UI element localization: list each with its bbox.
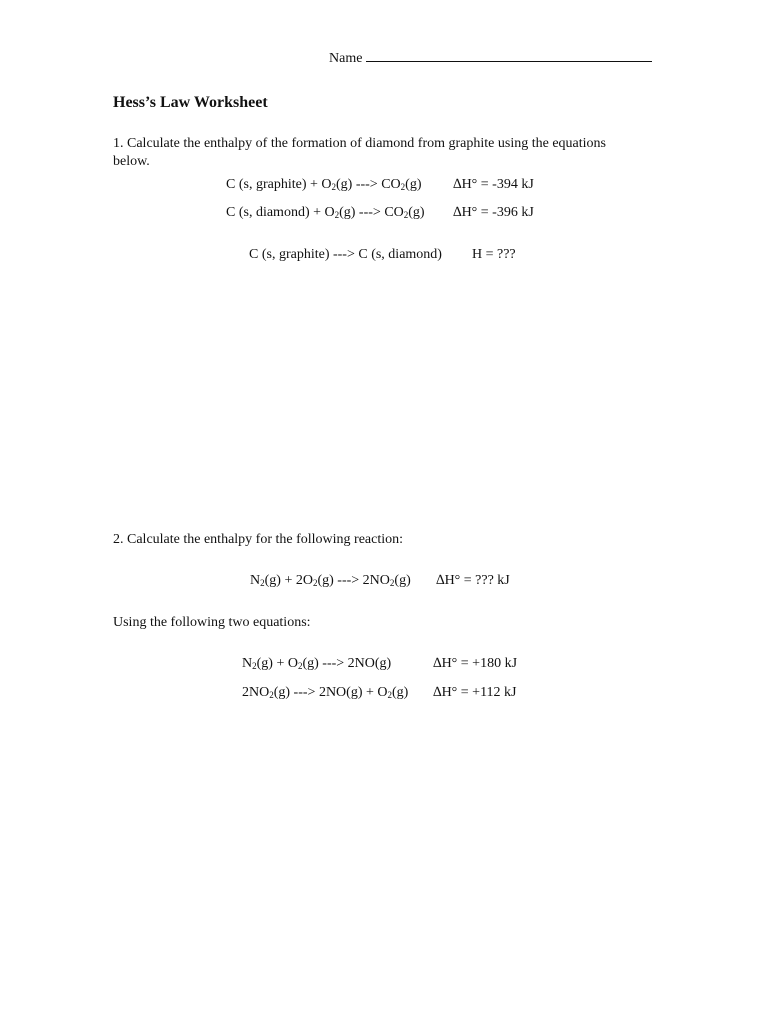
name-blank-line (366, 48, 652, 62)
q1-eq1-part3: (g) (405, 177, 422, 192)
q2-target-part4: (g) (394, 573, 411, 588)
q2-eq1-subscript-b: 2 (297, 661, 303, 671)
q2-prompt: 2. Calculate the enthalpy for the following reaction: (113, 532, 404, 547)
q1-eq2-subscript-b: 2 (403, 210, 409, 220)
q2-equation-1 (242, 656, 391, 672)
q2-target-part1: N (250, 573, 261, 588)
q1-eq2-part2: (g) ---> CO (339, 205, 404, 220)
q2-target-enthalpy: ∆H° = ??? kJ (436, 573, 510, 588)
q2-target-part2: (g) + 2O (264, 573, 313, 588)
q2-eq2-part1: 2NO (242, 685, 270, 700)
q1-eq1-part1: C (s, graphite) + O (226, 177, 332, 192)
q1-eq2-part3: (g) (408, 205, 425, 220)
q2-target-subscript-c: 2 (389, 578, 395, 588)
q2-eq1-enthalpy: ∆H° = +180 kJ (433, 656, 518, 671)
q1-eq2-subscript-a: 2 (334, 210, 340, 220)
worksheet-title: Hess’s Law Worksheet (113, 94, 268, 111)
q1-prompt-line1: 1. Calculate the enthalpy of the formation of diamond from graphite using the equations (113, 136, 606, 151)
q1-eq1-part2: (g) ---> CO (336, 177, 401, 192)
q1-eq2-enthalpy: ∆H° = -396 kJ (453, 205, 534, 220)
q2-target-part3: (g) ---> 2NO (317, 573, 390, 588)
q1-equation-2 (226, 205, 425, 221)
q1-equation-1 (226, 177, 421, 193)
q2-eq2-part2: (g) ---> 2NO(g) + O (273, 685, 388, 700)
q1-eq1-subscript-a: 2 (331, 182, 336, 192)
q1-eq1-subscript-b: 2 (400, 182, 406, 192)
name-label: Name (329, 51, 363, 66)
q2-eq1-part2: (g) + O (256, 656, 298, 671)
q2-eq1-subscript-a: 2 (252, 661, 257, 671)
q1-target-enthalpy: H = ??? (472, 247, 516, 262)
q2-eq2-enthalpy: ∆H° = +112 kJ (433, 685, 517, 700)
q1-eq2-part1: C (s, diamond) + O (226, 205, 335, 220)
q2-eq2-subscript-b: 2 (387, 690, 392, 700)
q1-eq1-enthalpy: ∆H° = -394 kJ (453, 177, 534, 192)
q2-eq1-part3: (g) ---> 2NO(g) (302, 656, 392, 671)
q2-using-label: Using the following two equations: (113, 615, 311, 630)
q2-target-subscript-a: 2 (260, 578, 265, 588)
q2-target-subscript-b: 2 (312, 578, 318, 588)
q2-eq2-part3: (g) (392, 685, 409, 700)
q2-target-reaction (250, 573, 411, 589)
q2-equation-2 (242, 685, 408, 701)
q2-eq1-part1: N (242, 656, 253, 671)
q2-eq2-subscript-a: 2 (269, 690, 274, 700)
q1-prompt-line2: below. (113, 154, 150, 169)
name-field-row (329, 48, 652, 67)
q1-target-reaction: C (s, graphite) ---> C (s, diamond) (249, 247, 442, 262)
